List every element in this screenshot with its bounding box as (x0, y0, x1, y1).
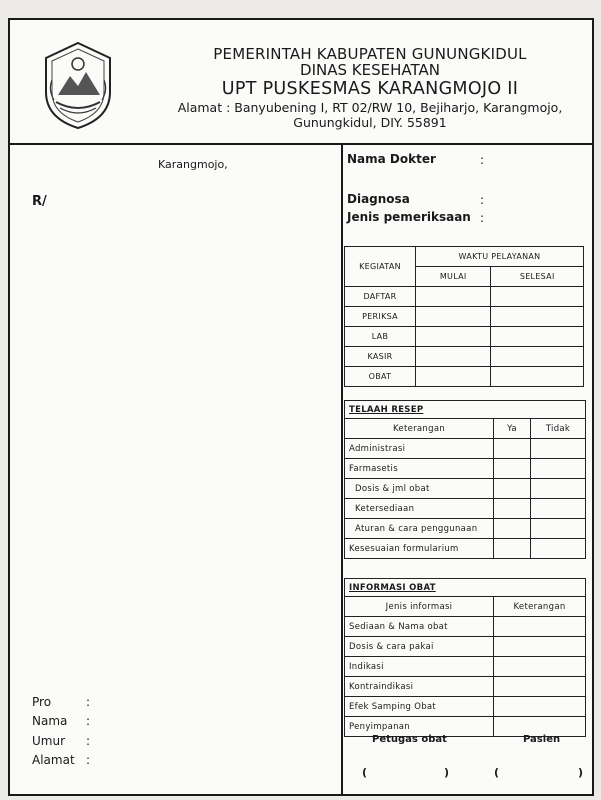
row-label: Efek Samping Obat (345, 697, 494, 717)
table-row (345, 459, 586, 479)
patient-label: Pasien (523, 734, 561, 745)
row-label: Kesesuaian formularium (345, 539, 494, 559)
col-ya: Ya (494, 419, 531, 439)
drug-information-table (344, 578, 586, 737)
doctor-colon: : (480, 153, 485, 167)
cell-tidak[interactable] (531, 499, 586, 519)
row-label: PERIKSA (345, 307, 416, 327)
cell-keterangan[interactable] (494, 617, 586, 637)
column-divider (341, 144, 343, 796)
cell-tidak[interactable] (531, 519, 586, 539)
diagnosis-colon: : (480, 193, 485, 207)
table-row (345, 519, 586, 539)
header-address-1: Alamat : Banyubening I, RT 02/RW 10, Bejiharjo, Karangmojo, (177, 100, 563, 115)
col-selesai: SELESAI (491, 267, 584, 287)
pro-colon: : (86, 695, 91, 709)
cell-selesai[interactable] (491, 327, 584, 347)
row-label: Penyimpanan (345, 717, 494, 737)
cell-selesai[interactable] (491, 367, 584, 387)
cell-tidak[interactable] (531, 459, 586, 479)
service-time-table (344, 246, 584, 387)
pro-label: Pro (32, 695, 52, 709)
cell-keterangan[interactable] (494, 677, 586, 697)
table-row (345, 347, 584, 367)
row-label: KASIR (345, 347, 416, 367)
table-row (345, 677, 586, 697)
cell-ya[interactable] (494, 439, 531, 459)
table-row (345, 499, 586, 519)
telaah-title: TELAAH RESEP (345, 401, 586, 419)
pharmacist-sign-close: ) (444, 766, 450, 779)
cell-mulai[interactable] (416, 367, 491, 387)
age-colon: : (86, 734, 91, 748)
exam-type-label: Jenis pemeriksaan (347, 210, 471, 224)
table-row (345, 327, 584, 347)
place-label: Karangmojo, (158, 158, 228, 171)
header-government: PEMERINTAH KABUPATEN GUNUNGKIDUL (213, 45, 527, 63)
row-label: Kontraindikasi (345, 677, 494, 697)
cell-mulai[interactable] (416, 327, 491, 347)
table-row (345, 657, 586, 677)
table-row (345, 479, 586, 499)
patient-sign-close: ) (578, 766, 584, 779)
cell-ya[interactable] (494, 539, 531, 559)
patient-sign-open: ( (494, 766, 500, 779)
rx-symbol: R/ (32, 194, 47, 209)
cell-mulai[interactable] (416, 287, 491, 307)
cell-ya[interactable] (494, 479, 531, 499)
cell-mulai[interactable] (416, 307, 491, 327)
header-puskesmas: UPT PUSKESMAS KARANGMOJO II (221, 79, 519, 99)
cell-keterangan[interactable] (494, 697, 586, 717)
row-label: DAFTAR (345, 287, 416, 307)
row-label: Administrasi (345, 439, 494, 459)
prescription-review-table (344, 400, 586, 559)
col-tidak: Tidak (531, 419, 586, 439)
col-kegiatan: KEGIATAN (345, 247, 416, 287)
col-waktu-pelayanan: WAKTU PELAYANAN (416, 247, 584, 267)
pharmacist-label: Petugas obat (372, 734, 447, 745)
col-keterangan: Keterangan (345, 419, 494, 439)
row-label: Ketersediaan (345, 499, 494, 519)
pharmacist-sign-open: ( (362, 766, 368, 779)
exam-type-colon: : (480, 211, 485, 225)
address-colon: : (86, 753, 91, 767)
table-row (345, 287, 584, 307)
table-row (345, 307, 584, 327)
age-label: Umur (32, 734, 66, 748)
cell-selesai[interactable] (491, 287, 584, 307)
table-row (345, 697, 586, 717)
cell-selesai[interactable] (491, 347, 584, 367)
table-row (345, 637, 586, 657)
header-divider (8, 143, 593, 145)
col-mulai: MULAI (416, 267, 491, 287)
row-label: LAB (345, 327, 416, 347)
table-row (345, 367, 584, 387)
table-row (345, 539, 586, 559)
address-label: Alamat (32, 753, 75, 767)
header-department: DINAS KESEHATAN (300, 61, 440, 79)
cell-tidak[interactable] (531, 439, 586, 459)
cell-keterangan[interactable] (494, 637, 586, 657)
table-row (345, 439, 586, 459)
header-address-2: Gunungkidul, DIY. 55891 (293, 115, 447, 130)
cell-ya[interactable] (494, 499, 531, 519)
row-label: Aturan & cara penggunaan (345, 519, 494, 539)
name-colon: : (86, 714, 91, 728)
row-label: Farmasetis (345, 459, 494, 479)
row-label: Dosis & jml obat (345, 479, 494, 499)
cell-tidak[interactable] (531, 479, 586, 499)
row-label: Dosis & cara pakai (345, 637, 494, 657)
cell-keterangan[interactable] (494, 657, 586, 677)
name-label: Nama (32, 714, 68, 728)
informasi-title: INFORMASI OBAT (345, 579, 586, 597)
cell-mulai[interactable] (416, 347, 491, 367)
table-row (345, 617, 586, 637)
cell-ya[interactable] (494, 519, 531, 539)
gunungkidul-regency-logo (38, 40, 118, 130)
row-label: OBAT (345, 367, 416, 387)
row-label: Indikasi (345, 657, 494, 677)
cell-tidak[interactable] (531, 539, 586, 559)
cell-selesai[interactable] (491, 307, 584, 327)
row-label: Sediaan & Nama obat (345, 617, 494, 637)
doctor-label: Nama Dokter (347, 152, 436, 166)
col-keterangan: Keterangan (494, 597, 586, 617)
cell-ya[interactable] (494, 459, 531, 479)
diagnosis-label: Diagnosa (347, 192, 410, 206)
col-jenis-informasi: Jenis informasi (345, 597, 494, 617)
